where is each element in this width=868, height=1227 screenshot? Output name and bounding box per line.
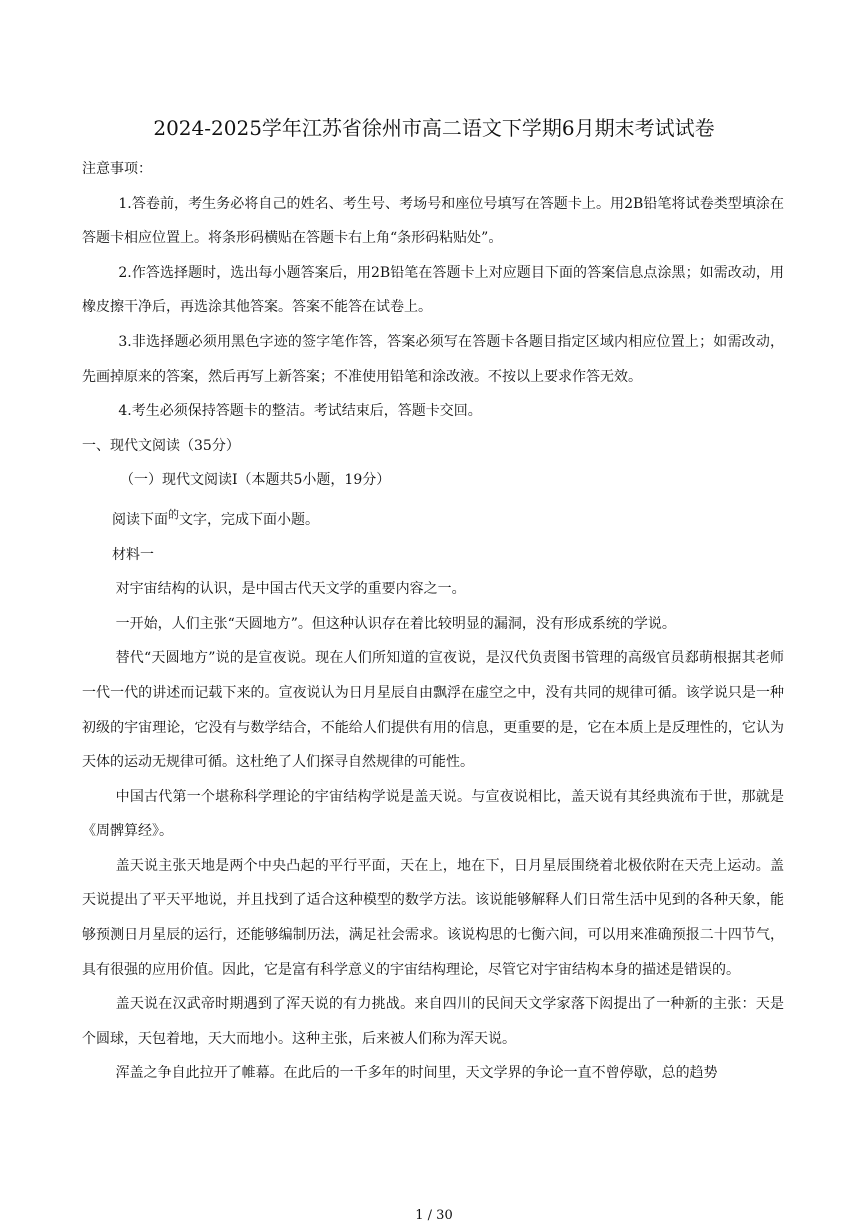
- material-label: 材料一: [112, 546, 154, 563]
- note-item: 3.非选择题必须用黑色字迹的签字笔作答，答案必须写在答题卡各题目指定区域内相应位置上；如需改动，先画掉原来的答案，然后再写上新答案；不准使用铅笔和涂改液。不按以上要求作答无效。: [82, 333, 784, 385]
- reading-instruction: [82, 498, 784, 538]
- passage-paragraph: 替代“天圆地方”说的是宣夜说。现在人们所知道的宣夜说，是汉代负责图书管理的高级官员郄萌根据其老师一代一代的讲述而记载下来的。宣夜说认为日月星辰自由飘浮在虚空之中，没有共同的规律可循。该学说只是一种初级的宇宙理论，它没有与数学结合，不能给人们提供有用的信息，更重要的是，它在本质上是反理性的，它认为天体的运动无规律可循。这杜绝了人们探寻自然规律的可能性。: [82, 650, 784, 771]
- note-item: 4.考生必须保持答题卡的整洁。考试结束后，答题卡交回。: [118, 403, 482, 420]
- document-title: 2024-2025学年江苏省徐州市高二语文下学期6月期末考试试卷: [153, 116, 715, 140]
- subsection-heading: （一）现代文阅读Ⅰ（本题共5小题，19分）: [120, 472, 391, 489]
- notes-heading: 注意事项：: [82, 161, 152, 177]
- passage-paragraph: 对宇宙结构的认识，是中国古代天文学的重要内容之一。: [115, 581, 466, 598]
- instruction-text-before: 阅读下面: [112, 511, 168, 528]
- instruction-superscript: 的: [168, 507, 179, 521]
- instruction-text-after: 文字，完成下面小题。: [179, 511, 319, 528]
- passage-paragraph: 盖天说主张天地是两个中央凸起的平行平面，天在上，地在下，日月星辰围绕着北极依附在天壳上运动。盖天说提出了平天平地说，并且找到了适合这种模型的数学方法。该说能够解释人们日常生活中见到的各种天象，能够预测日月星辰的运行，还能够编制历法，满足社会需求。该说构思的七衡六间，可以用来准确预报二十四节气，具有很强的应用价值。因此，它是富有科学意义的宇宙结构理论，尽管它对宇宙结构本身的描述是错误的。: [82, 857, 784, 978]
- passage-paragraph: 盖天说在汉武帝时期遇到了浑天说的有力挑战。来自四川的民间天文学家落下闳提出了一种新的主张：天是个圆球，天包着地，天大而地小。这种主张，后来被人们称为浑天说。: [82, 996, 784, 1047]
- passage-paragraph: 浑盖之争自此拉开了帷幕。在此后的一千多年的时间里，天文学界的争论一直不曾停歇，总的趋势: [115, 1065, 718, 1082]
- document-body: [82, 152, 784, 1091]
- passage-paragraph: 一开始，人们主张“天圆地方”。但这种认识存在着比较明显的漏洞，没有形成系统的学说。: [115, 615, 676, 632]
- page-number: 1 / 30: [415, 1208, 453, 1223]
- passage-paragraph: 中国古代第一个堪称科学理论的宇宙结构学说是盖天说。与宣夜说相比，盖天说有其经典流布于世，那就是《周髀算经》。: [82, 788, 784, 840]
- note-item: 1.答卷前，考生务必将自己的姓名、考生号、考场号和座位号填写在答题卡上。用2B铅笔将试卷类型填涂在答题卡相应位置上。将条形码横贴在答题卡右上角“条形码粘贴处”。: [82, 195, 784, 247]
- note-item: 2.作答选择题时，选出每小题答案后，用2B铅笔在答题卡上对应题目下面的答案信息点涂黑；如需改动，用橡皮擦干净后，再选涂其他答案。答案不能答在试卷上。: [82, 264, 784, 316]
- section-heading: 一、现代文阅读（35分）: [82, 437, 240, 454]
